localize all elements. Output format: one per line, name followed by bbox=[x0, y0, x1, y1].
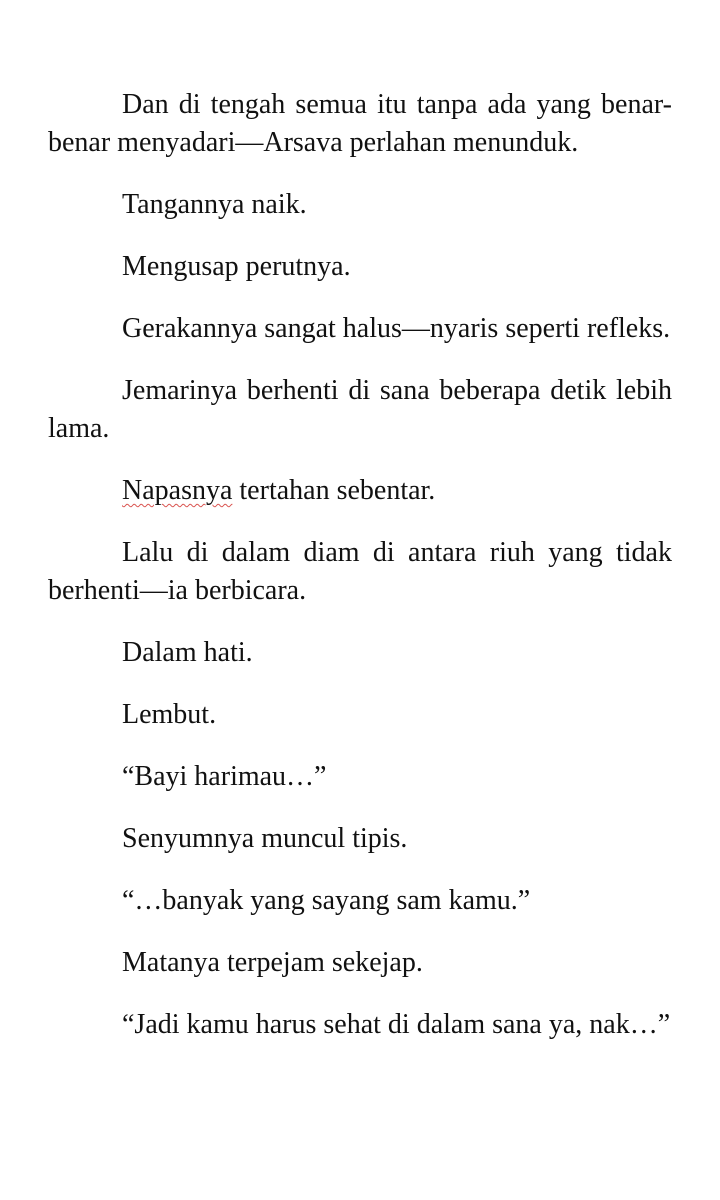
paragraph-10: “Bayi harimau…” bbox=[122, 761, 327, 792]
paragraph-6 bbox=[48, 472, 672, 510]
paragraph-5: Jemarinya berhenti di sana beberapa detik lebih lama. bbox=[48, 375, 672, 444]
paragraph-11: Senyumnya muncul tipis. bbox=[122, 823, 408, 854]
paragraph-12: “…banyak yang sayang sam kamu.” bbox=[122, 885, 531, 916]
document-page bbox=[48, 86, 672, 1068]
paragraph-3: Mengusap perutnya. bbox=[122, 251, 351, 282]
spellcheck-flagged-word[interactable]: Napasnya bbox=[122, 475, 233, 506]
paragraph-8: Dalam hati. bbox=[122, 637, 253, 668]
paragraph-4: Gerakannya sangat halus—nyaris seperti refleks. bbox=[122, 313, 671, 344]
paragraph-1: Dan di tengah semua itu tanpa ada yang benar-benar menyadari—Arsava perlahan menunduk. bbox=[48, 89, 672, 158]
paragraph-7: Lalu di dalam diam di antara riuh yang tidak berhenti—ia berbicara. bbox=[48, 537, 672, 606]
paragraph-2: Tangannya naik. bbox=[122, 189, 307, 220]
paragraph-13: Matanya terpejam sekejap. bbox=[122, 947, 423, 978]
paragraph-6-rest: tertahan sebentar. bbox=[232, 475, 436, 506]
paragraph-14: “Jadi kamu harus sehat di dalam sana ya, nak…” bbox=[122, 1009, 671, 1040]
paragraph-9: Lembut. bbox=[122, 699, 217, 730]
